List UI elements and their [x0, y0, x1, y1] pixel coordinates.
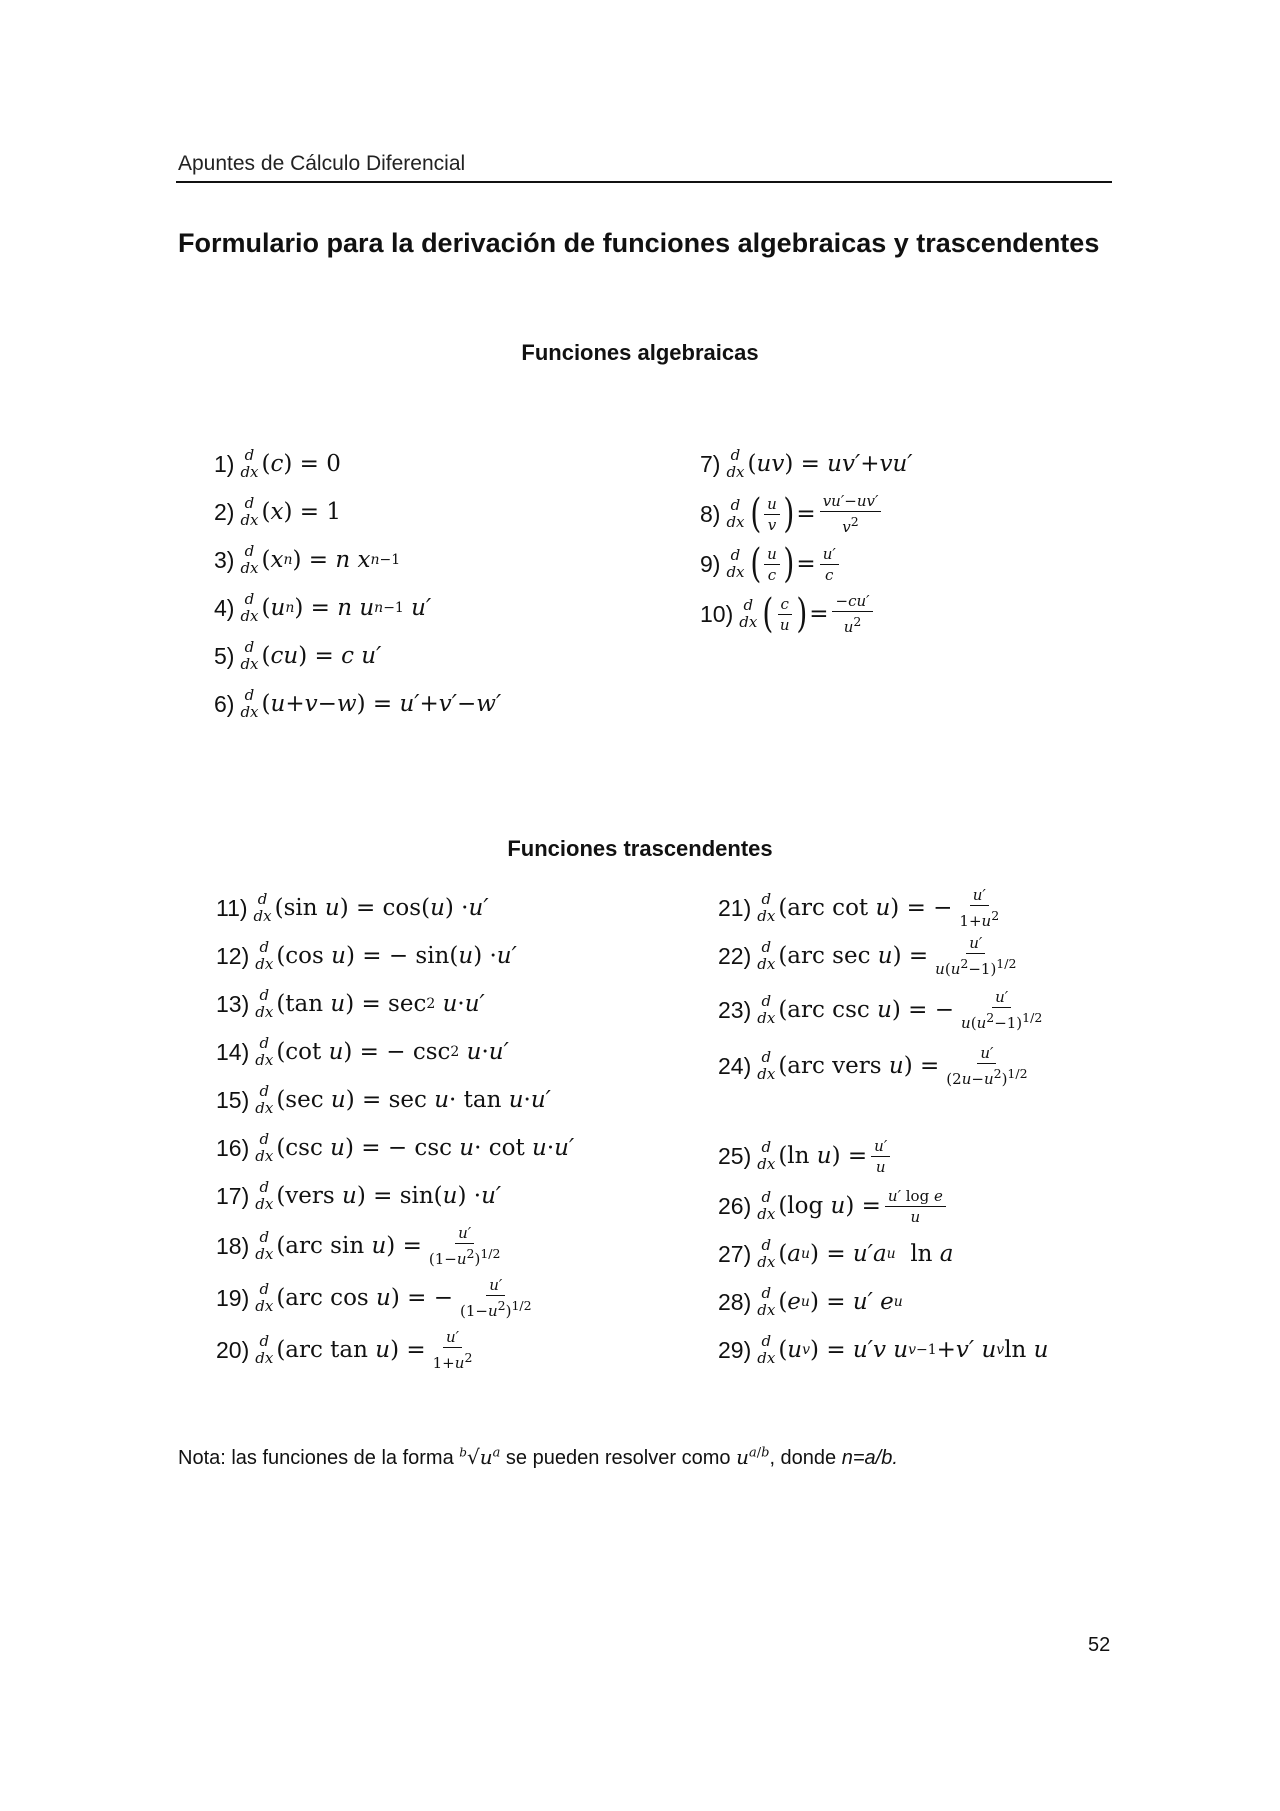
note-power-expression: $u^{a/b}$	[736, 1445, 770, 1469]
formula-19: 19) d dx (arc cos u ) = − $\frac{u'}{(1-u^2)^{1/2}}$	[216, 1276, 532, 1320]
formula-3: 3) d dx ( x n ) = n x n−1	[214, 542, 401, 577]
page-title: Formulario para la derivación de funciones algebraicas y trascendentes	[178, 228, 1100, 258]
formula-13: 13) d dx (tan u ) = sec 2 u · u′	[216, 986, 485, 1021]
formula-8: 8) d dx ( $\frac{u}{v}$ ) = $\frac{vu'-uv'}{v^2}$	[700, 490, 885, 538]
formula-5: 5) d dx ( cu ) = c u′	[214, 638, 382, 673]
formula-23: 23) d dx (arc csc u ) = − $\frac{u'}{u(u^2-1)^{1/2}}$	[718, 988, 1043, 1032]
formula-15: 15) d dx (sec u ) = sec u · tan u · u′	[216, 1082, 551, 1117]
formula-14: 14) d dx (cot u ) = − csc 2 u · u′	[216, 1034, 509, 1069]
formula-26: 26) d dx (log u ) = $\frac{\text{u′ log e}}{u}$	[718, 1182, 950, 1230]
formula-16: 16) d dx (csc u ) = − csc u · cot u · u′	[216, 1130, 575, 1165]
formula-27: 27) d dx ( a u ) = u′a u ln a	[718, 1236, 954, 1271]
formula-10: 10) d dx ( $\frac{c}{u}$ ) = $\frac{-cu'}{u^2}$	[700, 590, 877, 638]
formula-7: 7) d dx ( uv ) = uv′ + vu′	[700, 446, 913, 481]
formula-2: 2) d dx ( x ) = 1	[214, 494, 341, 529]
formula-9: 9) d dx ( $\frac{u}{c}$ ) = $\frac{u'}{c}$	[700, 540, 843, 588]
note-root-expression: $^b√u^a$	[459, 1445, 501, 1469]
note-middle: se pueden resolver como	[505, 1447, 731, 1469]
formula-1: 1) d dx ( c ) = 0	[214, 446, 341, 481]
section-title-algebraic: Funciones algebraicas	[521, 340, 759, 365]
formula-22: 22) d dx (arc sec u ) = $\frac{u'}{u(u^2-1)^{1/2}}$	[718, 934, 1017, 978]
formula-28: 28) d dx ( e u ) = u′ e u	[718, 1284, 903, 1319]
formula-21: 21) d dx (arc cot u ) = − $\frac{u'}{1+u^2}$	[718, 886, 1000, 930]
formula-6: 6) d dx ( u + v − w ) = u′ + v′ − w′	[214, 686, 502, 721]
header-rule	[176, 181, 1112, 183]
formula-24: 24) d dx (arc vers u ) = $\frac{u'}{(2u-u^2)^{1/2}}$	[718, 1044, 1028, 1088]
running-header: Apuntes de Cálculo Diferencial	[178, 152, 466, 175]
formula-17: 17) d dx (vers u ) = sin( u ) · u′	[216, 1178, 502, 1213]
page-number: 52	[1088, 1634, 1111, 1656]
formula-29: 29) d dx ( u v ) = u′v u v−1 + v′ u v ln u	[718, 1332, 1049, 1367]
formula-20: 20) d dx (arc tan u ) = $\frac{u'}{1+u^2}$	[216, 1328, 473, 1372]
formula-11: 11) d dx (sin u ) = cos( u ) · u′	[216, 890, 489, 925]
note	[178, 1445, 898, 1470]
formula-25: 25) d dx (ln u ) = $\frac{u'}{u}$	[718, 1132, 894, 1180]
formula-18: 18) d dx (arc sin u ) = $\frac{u'}{(1-u^2)^{1/2}}$	[216, 1224, 501, 1268]
section-title-transcendental: Funciones trascendentes	[507, 836, 773, 861]
formula-4: 4) d dx ( u n ) = n u n−1 u′	[214, 590, 432, 625]
note-suffix: , donde	[769, 1447, 837, 1469]
note-condition: n=a/b.	[841, 1447, 898, 1469]
note-prefix: Nota: las funciones de la forma	[178, 1447, 454, 1469]
formula-12: 12) d dx (cos u ) = − sin( u ) · u′	[216, 938, 517, 973]
